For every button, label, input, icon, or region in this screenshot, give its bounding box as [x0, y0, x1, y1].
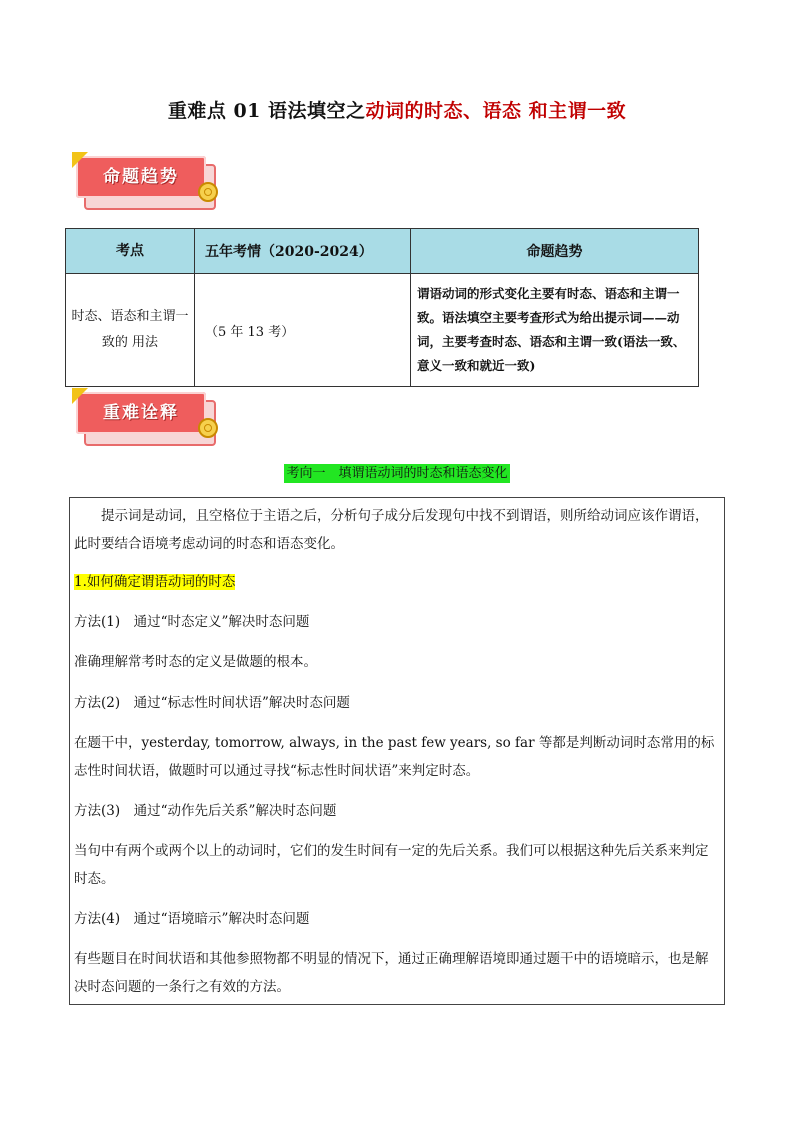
method-1-title: 方法(1) 通过“时态定义”解决时态问题 [74, 614, 310, 630]
method-4-title: 方法(4) 通过“语境暗示”解决时态问题 [74, 911, 310, 927]
table-header-row [66, 229, 699, 274]
method-3-title: 方法(3) 通过“动作先后关系”解决时态问题 [74, 803, 337, 819]
header-point: 考点 [66, 229, 195, 274]
trend-badge-label: 命题趋势 [103, 167, 179, 187]
method-2-title: 方法(2) 通过“标志性时间状语”解决时态问题 [74, 695, 350, 711]
title-red: 动词的时态、语态 和主谓一致 [365, 100, 627, 122]
exam-trend-table [65, 228, 699, 387]
cell-stats: （5 年 13 考） [195, 274, 411, 387]
table-row [66, 274, 699, 387]
page-title [0, 96, 794, 123]
explain-badge-label: 重难诠释 [103, 403, 179, 423]
flag-icon [72, 388, 88, 404]
content-box [69, 497, 725, 1005]
coin-icon [198, 182, 218, 202]
method-2-text: 在题干中，yesterday, tomorrow, always, in the past few years, so far 等都是判断动词时态常用的标志性时间状语，做题时可以通过寻找“标志性时间状语”来判定时态。 [74, 735, 715, 779]
section-heading-text: 考向一 填谓语动词的时态和语态变化 [286, 466, 508, 481]
trend-badge [72, 152, 222, 210]
header-stats: 五年考情（2020-2024） [195, 229, 411, 274]
cell-trend: 谓语动词的形式变化主要有时态、语态和主谓一致。语法填空主要考查形式为给出提示词——动词，主要考查时态、语态和主谓一致(语法一致、意义一致和就近一致) [411, 274, 699, 387]
section-heading [0, 462, 794, 481]
flag-icon [72, 152, 88, 168]
coin-icon [198, 418, 218, 438]
method-4-text: 有些题目在时间状语和其他参照物都不明显的情况下，通过正确理解语境即通过题干中的语境暗示，也是解决时态问题的一条行之有效的方法。 [74, 951, 709, 995]
subheading [74, 568, 718, 596]
cell-point: 时态、语态和主谓一致的 用法 [66, 274, 195, 387]
intro-paragraph: 提示词是动词，且空格位于主语之后，分析句子成分后发现句中找不到谓语，则所给动词应该作谓语，此时要结合语境考虑动词的时态和语态变化。 [74, 508, 709, 552]
title-black: 重难点 01 语法填空之 [167, 100, 366, 122]
header-trend: 命题趋势 [411, 229, 699, 274]
subheading-text: 1.如何确定谓语动词的时态 [74, 574, 236, 590]
method-3-text: 当句中有两个或两个以上的动词时，它们的发生时间有一定的先后关系。我们可以根据这种先后关系来判定时态。 [74, 843, 709, 887]
method-1-text: 准确理解常考时态的定义是做题的根本。 [74, 654, 317, 670]
explain-badge [72, 388, 222, 446]
